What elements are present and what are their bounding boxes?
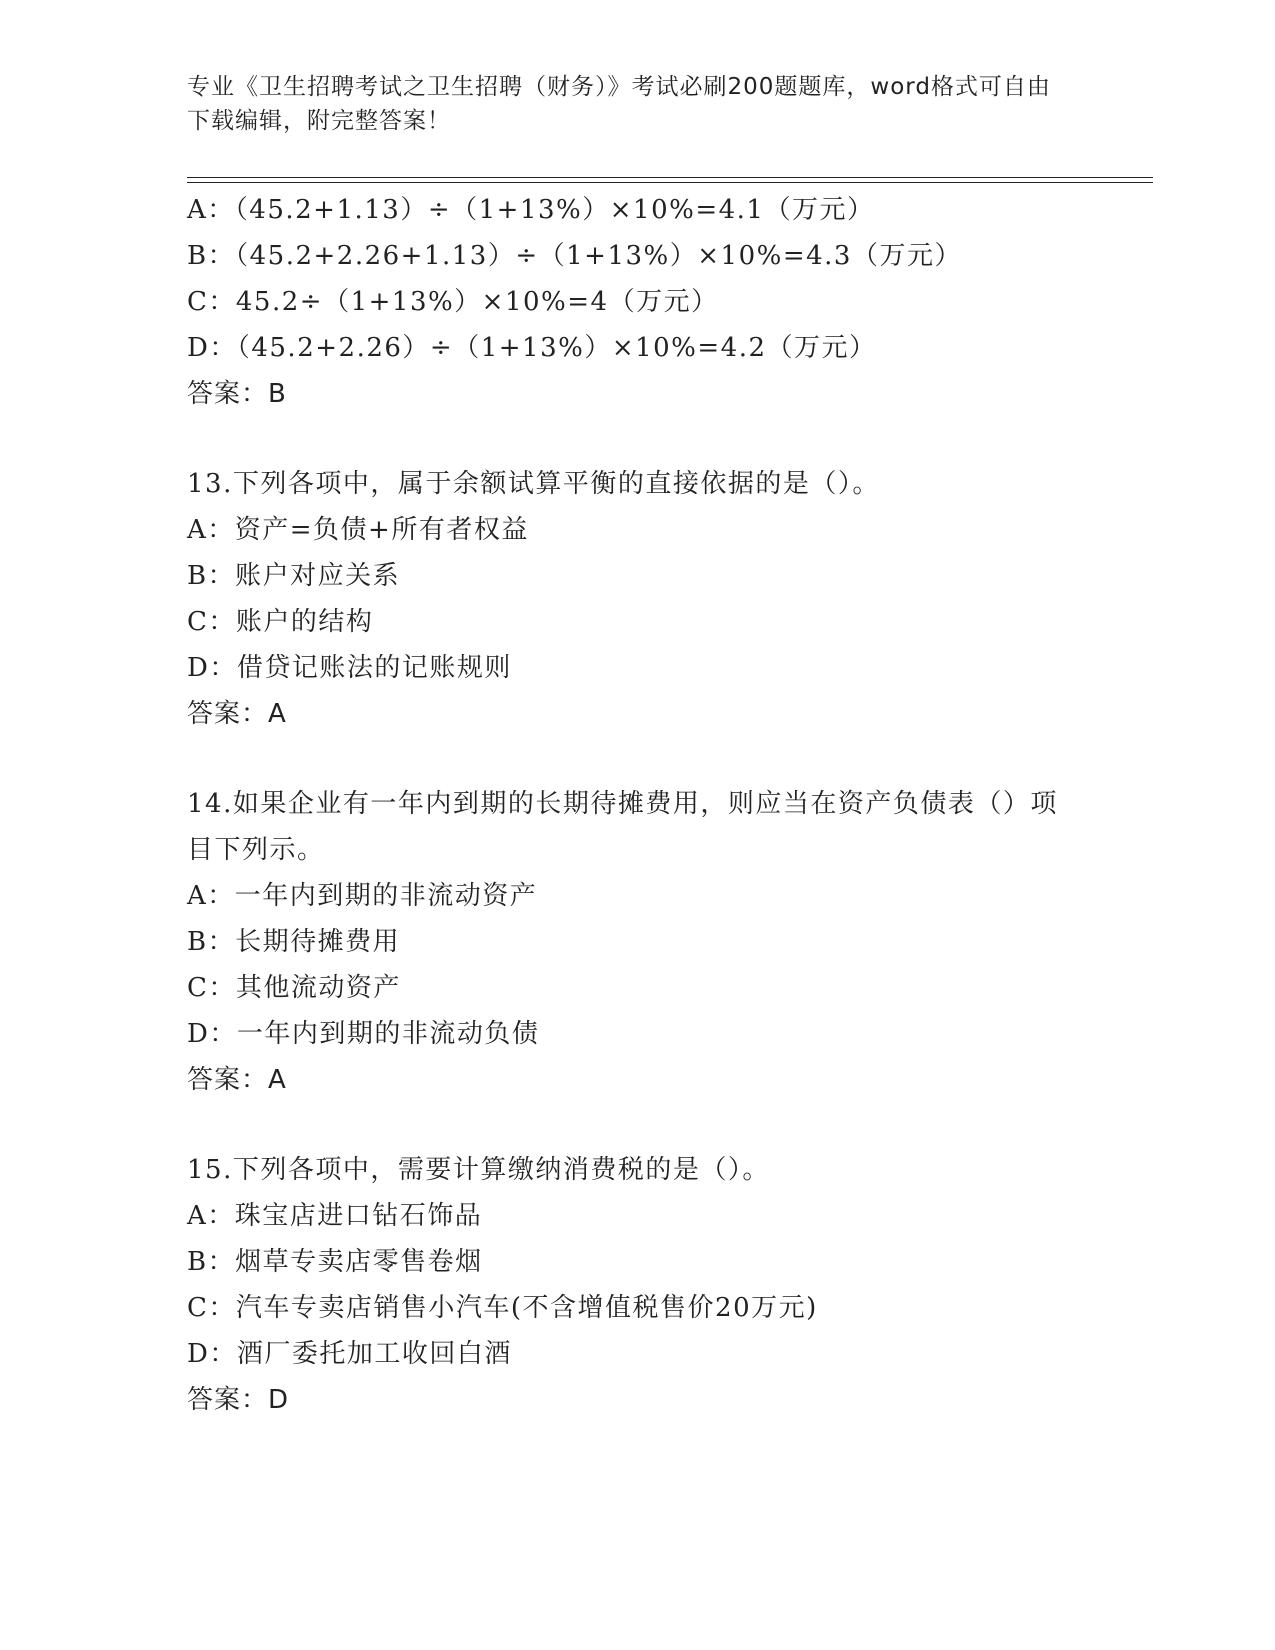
option-a: A：（45.2+1.13）÷（1+13%）×10%=4.1（万元） xyxy=(187,195,875,225)
option-c: C：45.2÷（1+13%）×10%=4（万元） xyxy=(187,287,719,317)
question-text: 15.下列各项中，需要计算缴纳消费税的是（）。 xyxy=(187,1155,770,1185)
option-a: A：资产=负债+所有者权益 xyxy=(187,515,529,545)
answer-line: 答案：D xyxy=(187,1385,290,1415)
option-b: B：（45.2+2.26+1.13）÷（1+13%）×10%=4.3（万元） xyxy=(187,241,962,271)
option-b: B：烟草专卖店零售卷烟 xyxy=(187,1247,483,1277)
question-15 xyxy=(187,1147,1067,1423)
answer-line: 答案：B xyxy=(187,379,287,409)
spacer xyxy=(187,737,1067,781)
spacer xyxy=(187,417,1067,461)
option-d: D：借贷记账法的记账规则 xyxy=(187,653,512,683)
option-a: A：珠宝店进口钻石饰品 xyxy=(187,1201,483,1231)
option-b: B：长期待摊费用 xyxy=(187,927,401,957)
answer-line: 答案：A xyxy=(187,699,287,729)
question-text: 14.如果企业有一年内到期的长期待摊费用，则应当在资产负债表（）项目下列示。 xyxy=(187,789,1058,865)
question-14 xyxy=(187,781,1067,1103)
option-c: C：其他流动资产 xyxy=(187,973,401,1003)
option-a: A：一年内到期的非流动资产 xyxy=(187,881,538,911)
option-d: D：（45.2+2.26）÷（1+13%）×10%=4.2（万元） xyxy=(187,333,877,363)
document-header: 专业《卫生招聘考试之卫生招聘（财务）》考试必刷200题题库，word格式可自由下载编辑，附完整答案！ xyxy=(187,74,1051,134)
option-d: D：一年内到期的非流动负债 xyxy=(187,1019,540,1049)
option-b: B：账户对应关系 xyxy=(187,561,401,591)
option-c: C：账户的结构 xyxy=(187,607,374,637)
header-divider xyxy=(187,177,1153,183)
question-text: 13.下列各项中，属于余额试算平衡的直接依据的是（）。 xyxy=(187,469,880,499)
document-content xyxy=(187,187,1067,1423)
option-c: C：汽车专卖店销售小汽车(不含增值税售价20万元) xyxy=(187,1293,818,1323)
question-12 xyxy=(187,187,1067,417)
spacer xyxy=(187,1103,1067,1147)
question-13 xyxy=(187,461,1067,737)
answer-line: 答案：A xyxy=(187,1065,287,1095)
option-d: D：酒厂委托加工收回白酒 xyxy=(187,1339,512,1369)
